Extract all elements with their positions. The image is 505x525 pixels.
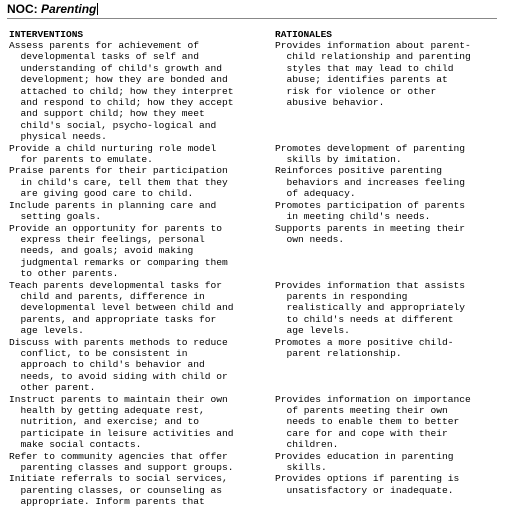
text-cursor — [97, 3, 98, 15]
table-row — [9, 337, 501, 394]
intervention-cell: Refer to community agencies that offer parenting classes and support groups. — [9, 450, 234, 474]
care-plan-table — [9, 40, 501, 508]
intervention-cell: Teach parents developmental tasks for child and parents, difference in developmental level between child and parents, and appropriate tasks for age levels. — [9, 279, 234, 337]
rationale-cell: Promotes a more positive child- parent relationship. — [275, 336, 454, 359]
table-row — [9, 200, 501, 223]
rationale-cell: Promotes participation of parents in meeting child's needs. — [275, 199, 465, 223]
rationale-cell: Provides information on importance of parents meeting their own needs to enable them to better care for and cope with their children. — [275, 393, 471, 451]
intervention-cell: Provide an opportunity for parents to express their feelings, personal needs, and goals; avoid making judgmental remarks or comparing them to other parents. — [9, 222, 228, 280]
column-header-rationales: RATIONALES — [275, 29, 333, 40]
intervention-cell: Discuss with parents methods to reduce conflict, to be consistent in approach to child's behavior and needs, to avoid siding with child or other parent. — [9, 336, 228, 394]
table-row — [9, 473, 501, 507]
rationale-cell: Supports parents in meeting their own needs. — [275, 222, 465, 245]
intervention-cell: Initiate referrals to social services, parenting classes, or counseling as appropriate. Inform parents that — [9, 473, 228, 508]
rationale-cell: Promotes development of parenting skills by imitation. — [275, 142, 465, 166]
intervention-cell: Assess parents for achievement of developmental tasks of self and understanding of child's growth and development; how they are bonded and attached to child; how they interpret and respond to child; how they accept and support child; how they meet child's social, psycho-logical and physical needs. — [9, 40, 234, 143]
rationale-cell: Provides education in parenting skills. — [275, 450, 454, 474]
title-prefix: NOC: — [7, 2, 38, 16]
table-row — [9, 223, 501, 280]
table-row — [9, 451, 501, 474]
intervention-cell: Praise parents for their participation in child's care, tell them that they are giving good care to child. — [9, 165, 228, 200]
intervention-cell: Provide a child nurturing role model for parents to emulate. — [9, 142, 217, 166]
title-topic: Parenting — [41, 2, 97, 16]
table-row — [9, 143, 501, 166]
page-title — [7, 2, 497, 19]
rationale-cell: Provides options if parenting is unsatisfactory or inadequate. — [275, 473, 460, 496]
table-row — [9, 394, 501, 451]
rationale-cell: Provides information that assists parents in responding realistically and appropriately to child's needs at different age levels. — [275, 279, 465, 337]
intervention-cell: Instruct parents to maintain their own health by getting adequate rest, nutrition, and exercise; and to participate in leisure activities and make social contacts. — [9, 393, 234, 451]
table-row — [9, 40, 501, 143]
rationale-cell: Provides information about parent- child relationship and parenting styles that may lead to child abuse; identifies parents at risk for violence or other abusive behavior. — [275, 40, 471, 109]
intervention-cell: Include parents in planning care and setting goals. — [9, 199, 217, 223]
column-header-interventions: INTERVENTIONS — [9, 29, 84, 40]
table-row — [9, 280, 501, 337]
rationale-cell: Reinforces positive parenting behaviors and increases feeling of adequacy. — [275, 165, 465, 200]
table-row — [9, 165, 501, 199]
